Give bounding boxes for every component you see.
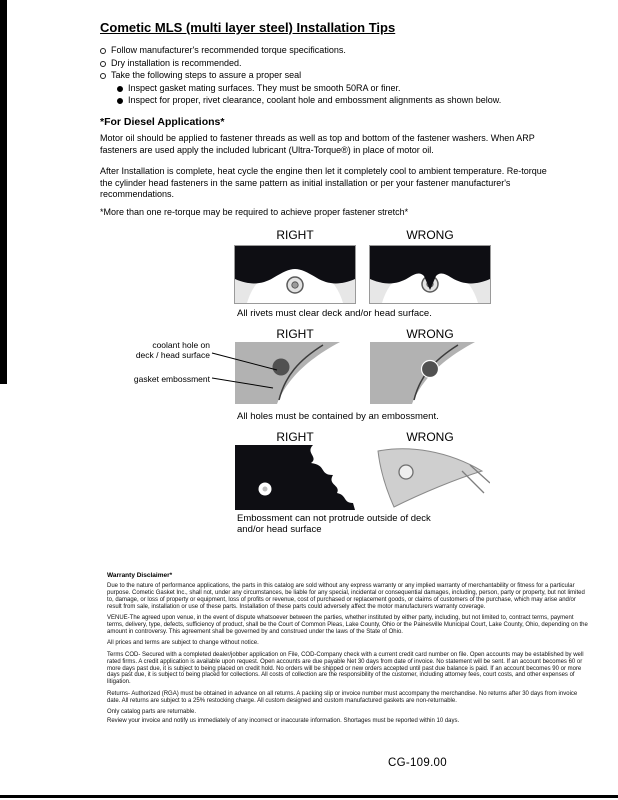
coolant-hole-callout: [118, 340, 210, 360]
warranty-paragraph-venue: VENUE-The agreed upon venue, in the event of dispute whatsoever between the parties, whether instituted by either party, including, but not limited to, contract terms, payment terms, delivery, type, defects, sufficiency of product, shall be the Court of Common Pleas, Lake County, Ohio or the Painesville Municipal Court, Lake County, Ohio, depending on the amount in controversy. This agreement shall be governed by and construed under the laws of the State of Ohio.: [107, 615, 588, 635]
tip-text: Dry installation is recommended.: [111, 57, 242, 68]
diagram-caption-holes: All holes must be contained by an embossment.: [237, 411, 439, 422]
diagram-rivet-wrong-image: [370, 246, 490, 303]
page-title: Cometic MLS (multi layer steel) Installation Tips: [100, 20, 396, 35]
tip-text: Inspect for proper, rivet clearance, coolant hole and embossment alignments as shown below.: [128, 95, 502, 105]
diagram-protrusion-right-image: [235, 445, 355, 510]
tip-sub-item: [117, 95, 562, 107]
circle-bullet-icon: [100, 73, 106, 79]
diesel-paragraph-2: After Installation is complete, heat cycle the engine then let it completely cool to ambient temperature. Re-torque the cylinder head fasteners in the same pattern as initial installation or per your fastener manufacturer's recommendations.: [100, 166, 547, 199]
dot-bullet-icon: [117, 86, 123, 92]
callout-pointer-lines: [211, 346, 283, 399]
coolant-hole-callout-line2: deck / head surface: [135, 350, 210, 360]
diagram-caption-rivets: All rivets must clear deck and/or head surface.: [237, 308, 432, 319]
diagram-protrusion-wrong-image: [370, 445, 490, 510]
diagram-rivet-right-image: [235, 246, 355, 303]
wrong-label-row2: WRONG: [406, 327, 454, 341]
warranty-paragraph-only: Only catalog parts are returnable.: [107, 709, 197, 716]
tip-text: Follow manufacturer's recommended torque specifications.: [111, 45, 346, 55]
warranty-text: [107, 583, 589, 729]
page-number: CG-109.00: [388, 757, 447, 769]
diesel-heading: *For Diesel Applications*: [100, 116, 225, 128]
warranty-heading: Warranty Disclaimer*: [107, 572, 173, 579]
gasket-embossment-callout: gasket embossment: [133, 374, 210, 384]
tip-item: [100, 58, 562, 70]
wrong-label-row3: WRONG: [406, 430, 454, 444]
warranty-paragraph-returns: Returns- Authorized (RGA) must be obtained in advance on all returns. A packing slip or invoice number must accompany the merchandise. No returns after 30 days from invoice date. All returns are subject to a 25% restocking charge. All custom designed and custom manufactured gaskets are non-returnable.: [107, 690, 578, 704]
warranty-paragraph-prices: All prices and terms are subject to change without notice.: [107, 640, 259, 647]
tip-item: [100, 45, 562, 57]
tip-text: Take the following steps to assure a proper seal: [111, 70, 302, 80]
tip-sub-item: [117, 83, 562, 95]
left-margin-bar: [0, 0, 7, 384]
circle-bullet-icon: [100, 61, 106, 67]
warranty-paragraph-nature: Due to the nature of performance applications, the parts in this catalog are sold without any express warranty or any implied warranty of merchantability or fitness for a particular purpose. Cometic Gasket Inc., shall not, under any circumstances, be liable for any special, incidental or consequential damages, including, person, party or property, but not limited to, damage, or loss of property or equipment, loss of profits or revenue, cost of purchased or replacement goods, or claims of customers of the purchase, which may arise and/or result from sale, installation or use of these parts. Installation of these parts could adversely affect the motor manufacturers warranty coverage.: [107, 583, 585, 610]
retorque-note: *More than one re-torque may be required to achieve proper fastener stretch*: [100, 207, 409, 217]
bottom-rule: [0, 795, 618, 798]
right-label-row1: RIGHT: [276, 228, 314, 242]
tip-item: [100, 70, 562, 82]
coolant-hole-callout-line1: coolant hole on: [152, 340, 210, 350]
right-label-row2: RIGHT: [276, 327, 314, 341]
dot-bullet-icon: [117, 98, 123, 104]
tips-list: [100, 45, 562, 107]
right-label-row3: RIGHT: [276, 430, 314, 444]
wrong-label-row1: WRONG: [406, 228, 454, 242]
warranty-paragraph-review: Review your invoice and notify us immediately of any incorrect or inaccurate information. Shortages must be reported within 10 days.: [107, 717, 460, 724]
diagram-caption-protrusion: Embossment can not protrude outside of deck and/or head surface: [237, 513, 431, 535]
diesel-paragraph-1: Motor oil should be applied to fastener threads as well as top and bottom of the fastener washers. When ARP fasteners are used apply the included lubricant (Ultra-Torque®) in place of motor oil.: [100, 133, 535, 155]
tip-text: Inspect gasket mating surfaces. They must be smooth 50RA or finer.: [128, 82, 401, 93]
circle-bullet-icon: [100, 48, 106, 54]
warranty-paragraph-terms: Terms COD- Secured with a completed dealer/jobber application on File, COD-Company check with a current credit card number on file. Open accounts may be established by well rated firms. A credit application is available upon request. Open accounts are due payable Net 30 days from date of invoice. No statement will be sent. If an account becomes 60 or more days past due, it is subject to being placed on credit hold. No orders will be shipped or new orders accepted until past due balance is paid. If an account becomes 90 or more days past due, it is subject to being placed for collections. All costs of collection are the responsibility of the customer, including attorney fees, court costs, and other expenses of litigation.: [107, 651, 584, 686]
diagram-embossment-wrong-image: [370, 342, 490, 404]
